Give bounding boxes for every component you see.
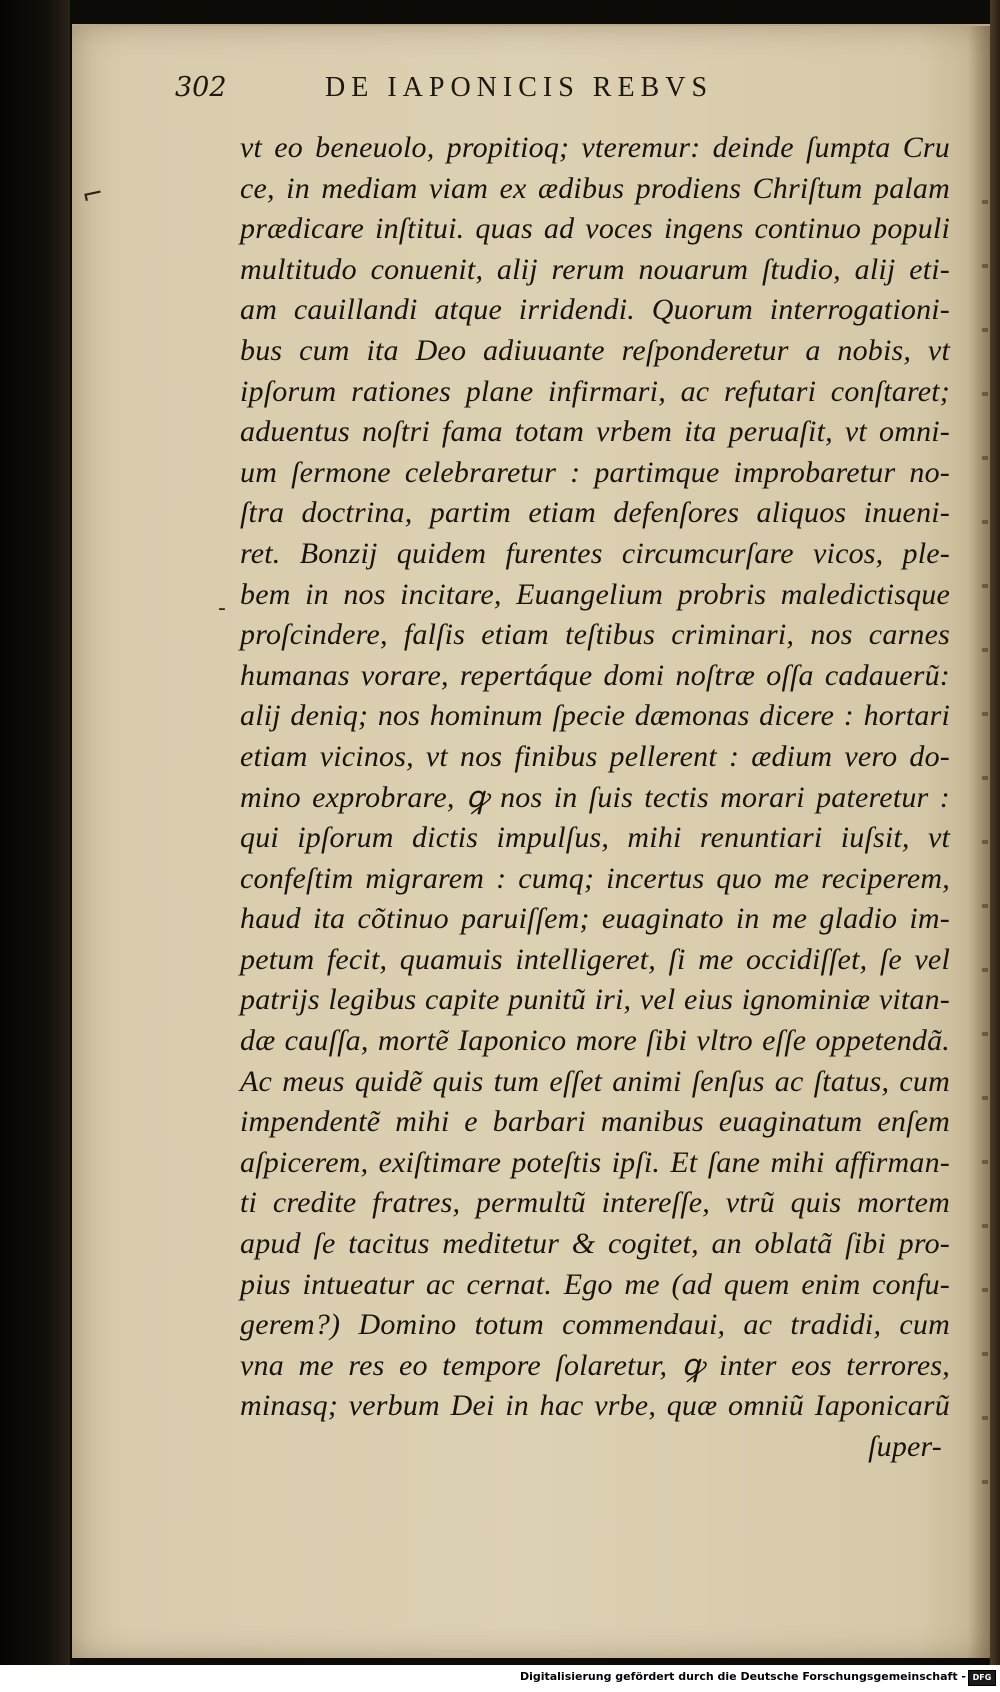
text-line: aduentus noſtri fama totam vrbem ita peruaſit, vt omni- [240, 415, 950, 449]
text-line: pius intueatur ac cernat. Ego me (ad quem enim confu- [240, 1267, 950, 1301]
page-number: 302 [175, 72, 227, 103]
text-line: alij deniq; nos hominum ſpecie dæmonas dicere : hortari [240, 699, 950, 733]
text-line: ti credite fratres, permultũ intereſſe, vtrũ quis mortem [240, 1186, 950, 1220]
text-line: am cauillandi atque irridendi. Quorum interrogationi- [240, 293, 950, 327]
text-line: um ſermone celebraretur : partimque improbaretur no- [240, 455, 950, 489]
footer-bar [0, 1665, 1000, 1692]
text-line: apud ſe tacitus meditetur & cogitet, an oblatã ſibi pro- [240, 1227, 950, 1261]
catchword: ſuper- [868, 1430, 942, 1463]
text-line: ret. Bonzij quidem furentes circumcurſare vicos, ple- [240, 536, 950, 570]
text-line: mino exprobrare, ꝙ nos in ſuis tectis morari pateretur : [240, 780, 950, 814]
funding-credit: Digitalisierung gefördert durch die Deutsche Forschungsgemeinschaft - [519, 1670, 966, 1683]
text-line: haud ita cõtinuo paruiſſem; euaginato in me gladio im- [240, 902, 950, 936]
text-line: confeſtim migrarem : cumq; incertus quo me reciperem, [240, 861, 950, 895]
text-line: bem in nos incitare, Euangelium probris maledictisque [240, 577, 950, 611]
text-line: prædicare inſtitui. quas ad voces ingens continuo populi [240, 212, 950, 246]
text-line: proſcindere, falſis etiam teſtibus criminari, nos carnes [240, 618, 950, 652]
text-line: etiam vicinos, vt nos finibus pellerent : ædium vero do- [240, 739, 950, 773]
text-line: bus cum ita Deo adiuuante reſponderetur a nobis, vt [240, 333, 950, 367]
text-line: dæ cauſſa, mortẽ Iaponico more ſibi vltro eſſe oppetendã. [240, 1024, 950, 1058]
page-edge-marks [982, 140, 988, 1540]
text-line: multitudo conuenit, alij rerum nouarum ſtudio, alij eti- [240, 252, 950, 286]
text-line: gerem?) Domino totum commendaui, ac tradidi, cum [240, 1308, 950, 1342]
text-line: humanas vorare, repertáque domi noſtræ oſſa cadauerũ: [240, 658, 950, 692]
text-line: minasq; verbum Dei in hac vrbe, quæ omniũ Iaponicarũ [240, 1389, 950, 1423]
text-line: vna me res eo tempore ſolaretur, ꝙ inter eos terrores, [240, 1348, 950, 1382]
body-text [240, 128, 950, 1468]
text-line: ſtra doctrina, partim etiam defenſores aliquos inueni- [240, 496, 950, 530]
running-head [175, 72, 895, 112]
text-line: impendentẽ mihi e barbari manibus euaginatum enſem [240, 1105, 950, 1139]
dfg-logo-icon [968, 1670, 996, 1686]
text-line: aſpicerem, exiſtimare poteſtis ipſi. Et ſane mihi affirman- [240, 1145, 950, 1179]
book-edge-right [990, 0, 1000, 1665]
text-line: vt eo beneuolo, propitioq; vteremur: deinde ſumpta Cru [240, 131, 950, 164]
text-line: patrijs legibus capite punitũ iri, vel eius ignominiæ vitan- [240, 983, 950, 1017]
text-line: qui ipſorum dictis impulſus, mihi renuntiari iuſsit, vt [240, 821, 950, 855]
text-line: ce, in mediam viam ex ædibus prodiens Chriſtum palam [240, 171, 950, 205]
text-line: ipſorum rationes plane infirmari, ac refutari conſtaret; [240, 374, 950, 408]
dfg-logo-text: DFG [972, 1673, 992, 1682]
margin-mark-tick: - [218, 596, 226, 621]
running-title: DE IAPONICIS REBVS [325, 72, 714, 103]
book-edge-left [0, 0, 70, 1665]
text-line: Ac meus quidẽ quis tum eſſet animi ſenſus ac ſtatus, cum [240, 1064, 950, 1098]
margin-mark-dash: ⌐ [79, 178, 107, 212]
text-line: petum fecit, quamuis intelligeret, ſi me occidiſſet, ſe vel [240, 942, 950, 976]
